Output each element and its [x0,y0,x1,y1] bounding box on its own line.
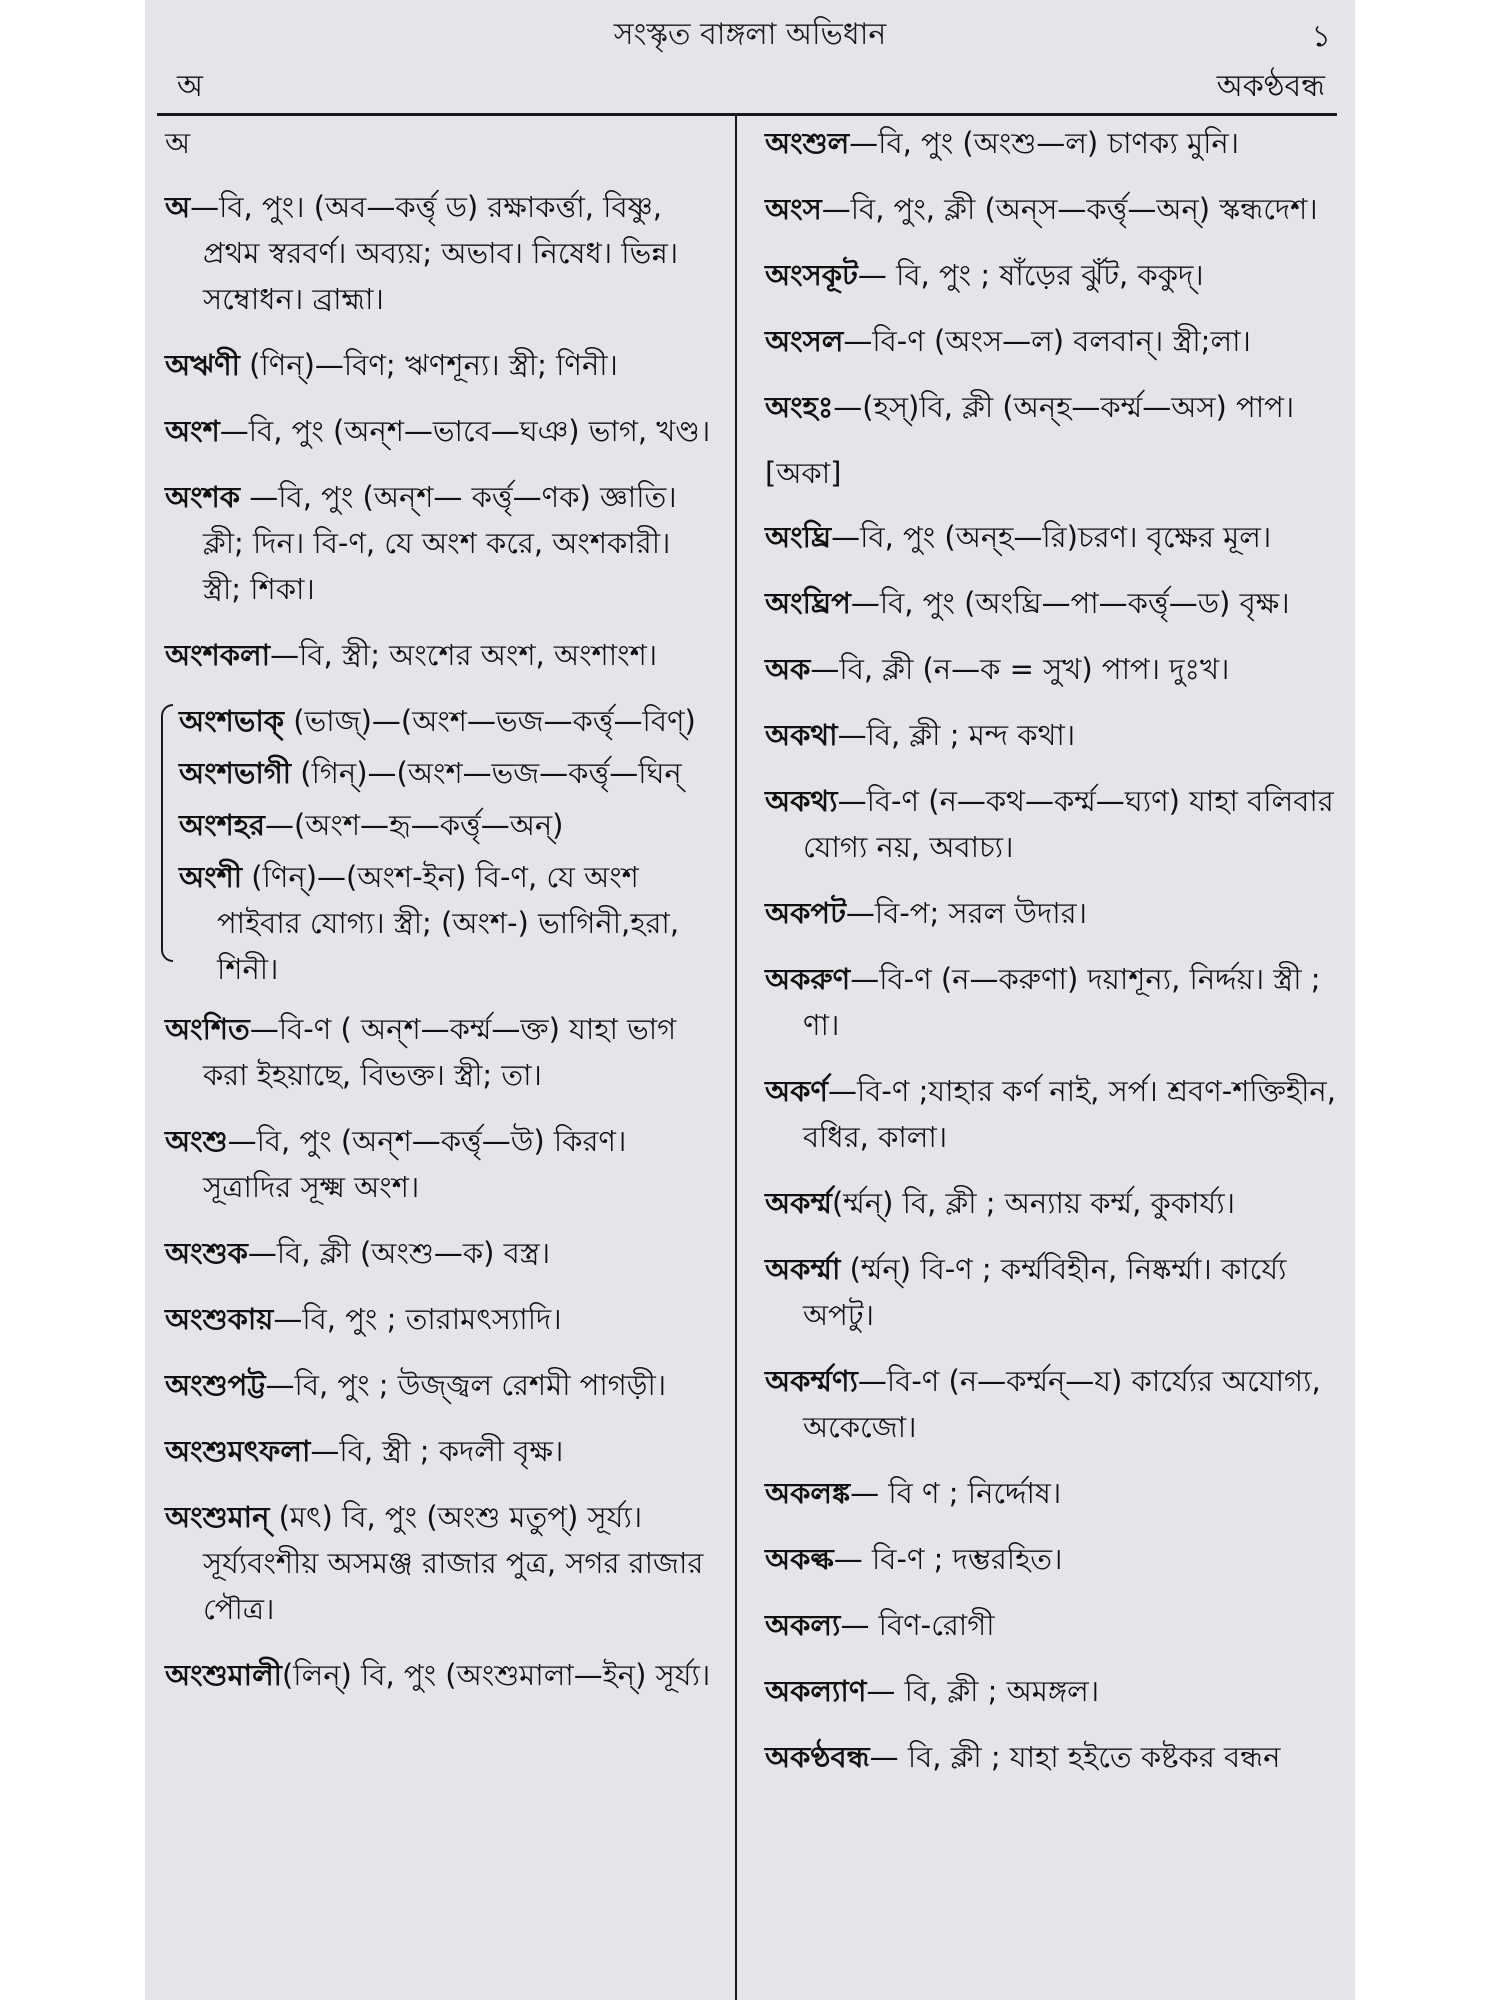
dictionary-entry [165,1230,715,1276]
dictionary-entry [165,632,715,678]
headword: অকর্ণ [765,1074,828,1108]
dictionary-entry [765,1668,1340,1714]
definition: —বি-প; সরল উদার। [845,896,1087,930]
headword: অকপট [765,896,846,930]
definition: —বি, পুং (অন্‌শ—ভাবে—ঘঞ) ভাগ, খণ্ড। [219,414,711,448]
dictionary-entry [765,778,1340,870]
dictionary-entry [765,252,1340,298]
dictionary-entry [165,1006,715,1098]
dictionary-entry [765,1536,1340,1582]
dictionary-entry [165,1362,715,1408]
definition: —বি-ণ (অংস—ল) বলবান্। স্ত্রী;লা। [843,324,1251,358]
definition: — বি, ক্লী ; যাহা হইতে কষ্টকর বন্ধন [869,1740,1281,1774]
headword: অকরুণ [765,962,851,996]
dictionary-entry [765,1470,1340,1516]
headword: অংসকূট [765,258,858,292]
page-title: সংস্কৃত বাঙ্গলা অভিধান [613,17,887,52]
dictionary-entry [765,712,1340,758]
dictionary-entry [179,854,715,992]
dictionary-entry [165,474,715,612]
definition: —বি, স্ত্রী; অংশের অংশ, অংশাংশ। [270,638,658,672]
headword: অংশুপট্ট [165,1368,266,1402]
dictionary-entry [765,1734,1340,1780]
definition: —বি-ণ (ন—কর্ম্মন্—য) কার্য্যের অযোগ্য, অকেজো। [803,1364,1321,1444]
dictionary-entry [765,1180,1340,1226]
headword: অংশিত [165,1012,250,1046]
headword: অকর্ম্ম [765,1186,832,1220]
definition: —বি, পুং (অন্‌শ—কর্ত্তৃ—উ) কিরণ। সূত্রাদির সূক্ষ্ম অংশ। [203,1124,627,1204]
definition: —বি, পুং (অংশু—ল) চাণক্য মুনি। [849,126,1240,160]
definition: —বি, পুং ; উজ্জ্বল রেশমী পাগড়ী। [265,1368,667,1402]
definition: —বি-ণ ;যাহার কর্ণ নাই, সর্প। শ্রবণ-শক্তিহীন, বধির, কালা। [803,1074,1336,1154]
headword: অকথা [765,718,838,752]
dictionary-entry [165,1118,715,1210]
right-column [765,120,1340,1800]
headword: অংহঃ [765,390,834,424]
dictionary-entry [765,384,1340,430]
dictionary-entry [765,1068,1340,1160]
dictionary-entry [765,120,1340,166]
section-heading: অ [165,126,191,160]
dictionary-entry [179,698,715,744]
dictionary-entry [765,1358,1340,1450]
headword: অকল্য [765,1608,841,1642]
headword: অংশহর [179,808,265,842]
definition: —বি, পুং (অন্‌হ—রি)চরণ। বৃক্ষের মূল। [831,520,1272,554]
definition: —বি, ক্লী ; মন্দ কথা। [837,718,1076,752]
dictionary-entry [765,580,1340,626]
headword: অকর্ম্মা [765,1252,841,1286]
definition: (মৎ) বি, পুং (অংশু মতুপ্) সূর্য্য। সূর্য্যবংশীয় অসমঞ্জ রাজার পুত্র, সগর রাজার পৌত্র। [203,1500,704,1626]
definition: (ণিন্)—বিণ; ঋণশূন্য। স্ত্রী; ণিনী। [239,348,618,382]
column-divider [735,113,737,2000]
definition: — বি ণ ; নির্দ্দোষ। [850,1476,1062,1510]
section-heading: [অকা] [765,456,842,490]
left-column [165,120,715,1718]
dictionary-entry [765,956,1340,1048]
definition: (ভাজ্)—(অংশ—ভজ—কর্ত্তৃ—বিণ্) [284,704,696,738]
headword: অকণ্ঠবন্ধ [765,1740,870,1774]
definition: —বি, পুং (অন্‌শ— কর্ত্তৃ—ণক) জ্ঞাতি। ক্লী; দিন। বি-ণ, যে অংশ করে, অংশকারী। স্ত্রী; শিকা। [203,480,677,606]
headword: অংঘ্রিপ [765,586,851,620]
headword: অংঘ্রি [765,520,832,554]
headword: অংস [765,192,822,226]
definition: — বিণ-রোগী [840,1608,995,1642]
definition: —বি, পুং ; তারামৎস্যাদি। [273,1302,562,1336]
headword: অকলঙ্ক [765,1476,851,1510]
headword: অংশী [179,860,243,894]
definition: (র্ম্মন্) বি, ক্লী ; অন্যায় কর্ম্ম, কুকার্য্য। [831,1186,1235,1220]
dictionary-entry [165,342,715,388]
headword: অংশক [165,480,241,514]
dictionary-entry [765,1602,1340,1648]
left-guide-word: অ [177,69,203,104]
headword: অঋণী [165,348,240,382]
headword: অকল্ক [765,1542,834,1576]
dictionary-entry [179,802,715,848]
dictionary-page [145,0,1355,2000]
headword: অংশু [165,1124,228,1158]
definition: — বি, ক্লী ; অমঙ্গল। [866,1674,1100,1708]
dictionary-entry [765,646,1340,692]
dictionary-entry [165,1652,715,1698]
definition: (ণিন্)—(অংশ-ইন) বি-ণ, যে অংশ পাইবার যোগ্য। স্ত্রী; (অংশ-) ভাগিনী,হরা, শিনী। [217,860,680,986]
definition: (লিন্) বি, পুং (অংশুমালা—ইন্) সূর্য্য। [281,1658,711,1692]
headword: অংশকলা [165,638,271,672]
definition: —বি-ণ (ন—কথ—কর্ম্ম—ঘ্যণ) যাহা বলিবার যোগ্য নয়, অবাচ্য। [803,784,1334,864]
headword: অংশুল [765,126,850,160]
dictionary-entry [165,1494,715,1632]
definition: —বি, পুং (অংঘ্রি—পা—কর্ত্তৃ—ড) বৃক্ষ। [850,586,1290,620]
header-rule [157,113,1337,116]
headword: অংসল [765,324,844,358]
headword: অংশুক [165,1236,248,1270]
headword: অংশভাক্ [179,704,285,738]
headword: অংশুকায় [165,1302,274,1336]
headword: অকর্ম্মণ্য [765,1364,858,1398]
definition: —বি-ণ ( অন্‌শ—কর্ম্ম—ক্ত) যাহা ভাগ করা ইহয়াছে, বিভক্ত। স্ত্রী; তা। [203,1012,677,1092]
definition: (র্ম্মন্) বি-ণ ; কর্ম্মবিহীন, নিষ্কর্ম্মা। কার্য্যে অপটু। [803,1252,1287,1332]
definition: —(অংশ—হৃ—কর্ত্তৃ—অন্) [264,808,564,842]
headword: অংশুমান্ [165,1500,270,1534]
definition: —বি, ক্লী (অংশু—ক) বস্ত্র। [247,1236,551,1270]
dictionary-entry [165,184,715,322]
dictionary-entry [165,408,715,454]
dictionary-entry [165,1428,715,1474]
dictionary-entry [179,750,715,796]
headword: অংশভাগী [179,756,292,790]
page-number: ১ [1311,19,1331,54]
headword: অ [165,190,191,224]
definition: —বি, স্ত্রী ; কদলী বৃক্ষ। [310,1434,564,1468]
dictionary-entry [765,318,1340,364]
definition: —(হস্)বি, ক্লী (অন্‌হ—কর্ম্ম—অস) পাপ। [833,390,1295,424]
definition: —বি, ক্লী (ন—ক = সুখ) পাপ। দুঃখ। [810,652,1230,686]
headword: অক [765,652,811,686]
definition: — বি-ণ ; দম্ভরহিত। [833,1542,1063,1576]
right-guide-word: অকণ্ঠবন্ধ [1216,69,1325,104]
dictionary-entry [765,1246,1340,1338]
headword: অংশুমৎফলা [165,1434,311,1468]
brace-group [165,698,715,992]
definition: (গিন্)—(অংশ—ভজ—কর্ত্তৃ—ঘিন্ [291,756,682,790]
definition: —বি, পুং, ক্লী (অন্‌স—কর্ত্তৃ—অন্) স্কন্ধদেশ। [821,192,1318,226]
definition: — বি, পুং ; ষাঁড়ের ঝুঁট, ককুদ্। [857,258,1204,292]
definition: —বি, পুং। (অব—কর্ত্তৃ ড) রক্ষাকর্ত্তা, বিষ্ণু, প্রথম স্বরবর্ণ। অব্যয়; অভাব। নিষেধ। ভিন্ন। সম্বোধন। ব্রাহ্মা। [190,190,679,316]
dictionary-entry [765,514,1340,560]
headword: অংশ [165,414,220,448]
definition: —বি-ণ (ন—করুণা) দয়াশূন্য, নির্দ্দয়। স্ত্রী ; ণা। [803,962,1321,1042]
dictionary-entry [165,1296,715,1342]
dictionary-entry [765,890,1340,936]
headword: অকল্যাণ [765,1674,867,1708]
headword: অংশুমালী [165,1658,282,1692]
dictionary-entry [765,186,1340,232]
headword: অকথ্য [765,784,838,818]
